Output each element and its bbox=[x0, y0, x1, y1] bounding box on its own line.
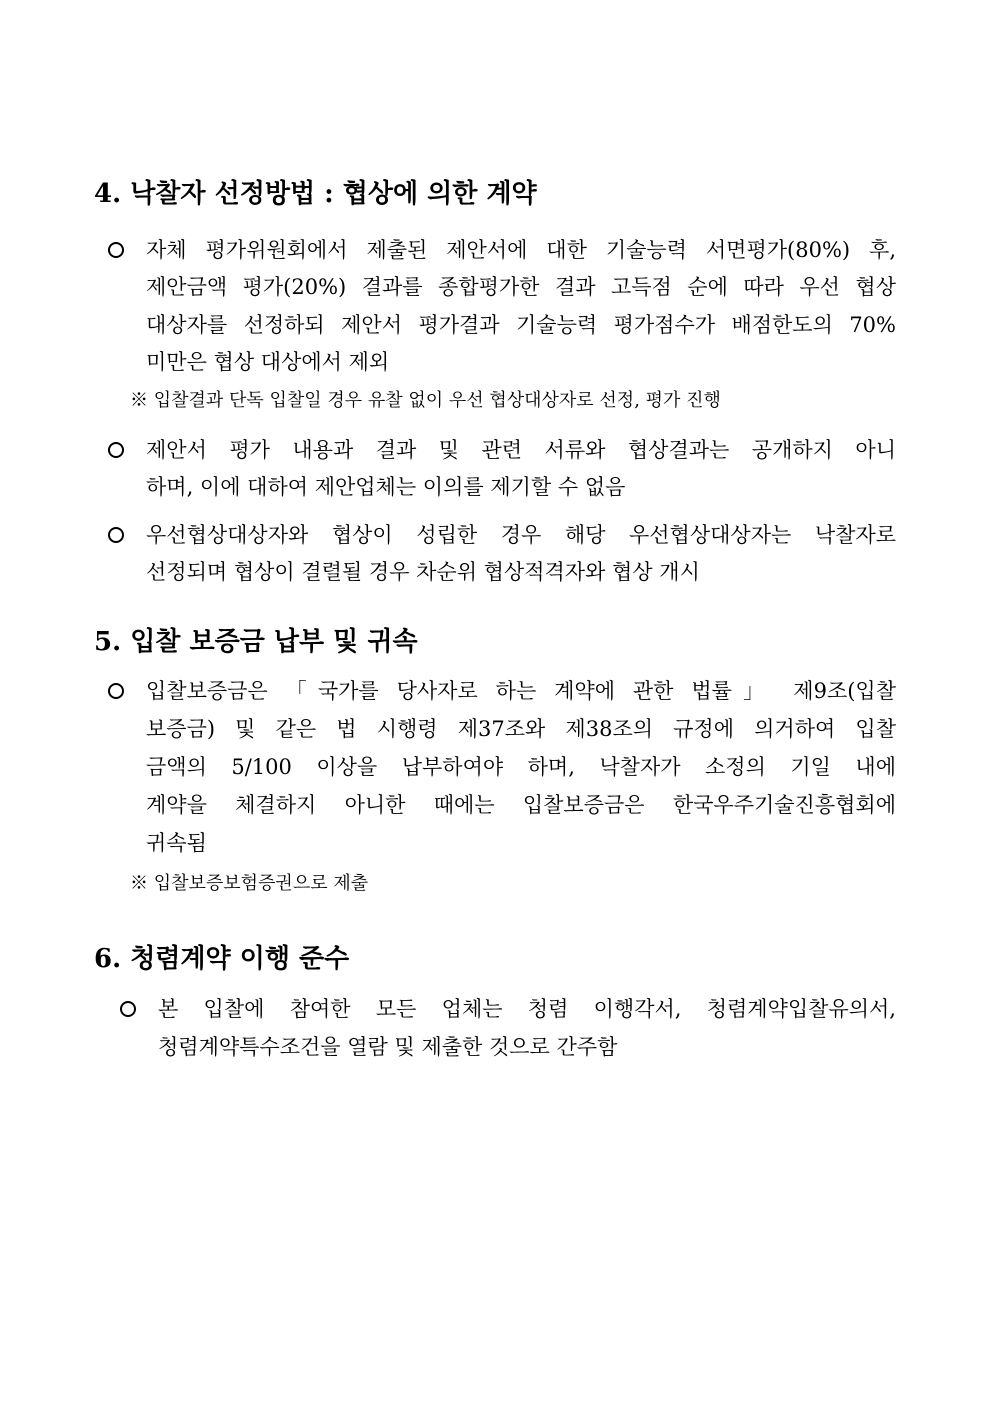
circle-bullet-icon bbox=[108, 683, 124, 699]
paragraph-line: 대상자를 선정하되 제안서 평가결과 기술능력 평가점수가 배점한도의 70% bbox=[146, 313, 896, 337]
paragraph-line: 자체 평가위원회에서 제출된 제안서에 대한 기술능력 서면평가(80%) 후, bbox=[146, 238, 896, 262]
paragraph-line: 우선협상대상자와 협상이 성립한 경우 해당 우선협상대상자는 낙찰자로 bbox=[146, 523, 896, 547]
circle-bullet-icon bbox=[108, 242, 124, 258]
paragraph-line: 귀속됨 bbox=[146, 831, 207, 855]
paragraph-line: 하며, 이에 대하여 제안업체는 이의를 제기할 수 없음 bbox=[146, 475, 626, 499]
reference-note: ※ 입찰보증보험증권으로 제출 bbox=[130, 873, 369, 894]
paragraph-line: 본 입찰에 참여한 모든 업체는 청렴 이행각서, 청렴계약입찰유의서, bbox=[158, 997, 896, 1021]
paragraph-line: 청렴계약특수조건을 열람 및 제출한 것으로 간주함 bbox=[158, 1035, 618, 1059]
section-6-heading: 6. 청렴계약 이행 준수 bbox=[94, 944, 350, 974]
circle-bullet-icon bbox=[120, 1001, 136, 1017]
paragraph-line: 제안금액 평가(20%) 결과를 종합평가한 결과 고득점 순에 따라 우선 협상 bbox=[146, 275, 896, 299]
paragraph-line: 입찰보증금은 「국가를 당사자로 하는 계약에 관한 법률」 제9조(입찰 bbox=[146, 679, 896, 703]
paragraph-line: 미만은 협상 대상에서 제외 bbox=[146, 350, 390, 374]
reference-note: ※ 입찰결과 단독 입찰일 경우 유찰 없이 우선 협상대상자로 선정, 평가 진행 bbox=[130, 390, 721, 411]
circle-bullet-icon bbox=[108, 442, 124, 458]
paragraph-line: 보증금) 및 같은 법 시행령 제37조와 제38조의 규정에 의거하여 입찰 bbox=[146, 717, 896, 741]
section-4-heading: 4. 낙찰자 선정방법 : 협상에 의한 계약 bbox=[94, 179, 537, 209]
paragraph-line: 계약을 체결하지 아니한 때에는 입찰보증금은 한국우주기술진흥협회에 bbox=[146, 793, 896, 817]
paragraph-line: 제안서 평가 내용과 결과 및 관련 서류와 협상결과는 공개하지 아니 bbox=[146, 438, 896, 462]
section-5-heading: 5. 입찰 보증금 납부 및 귀속 bbox=[94, 627, 418, 657]
paragraph-line: 선정되며 협상이 결렬될 경우 차순위 협상적격자와 협상 개시 bbox=[146, 560, 700, 584]
circle-bullet-icon bbox=[108, 527, 124, 543]
paragraph-line: 금액의 5/100 이상을 납부하여야 하며, 낙찰자가 소정의 기일 내에 bbox=[146, 755, 896, 779]
